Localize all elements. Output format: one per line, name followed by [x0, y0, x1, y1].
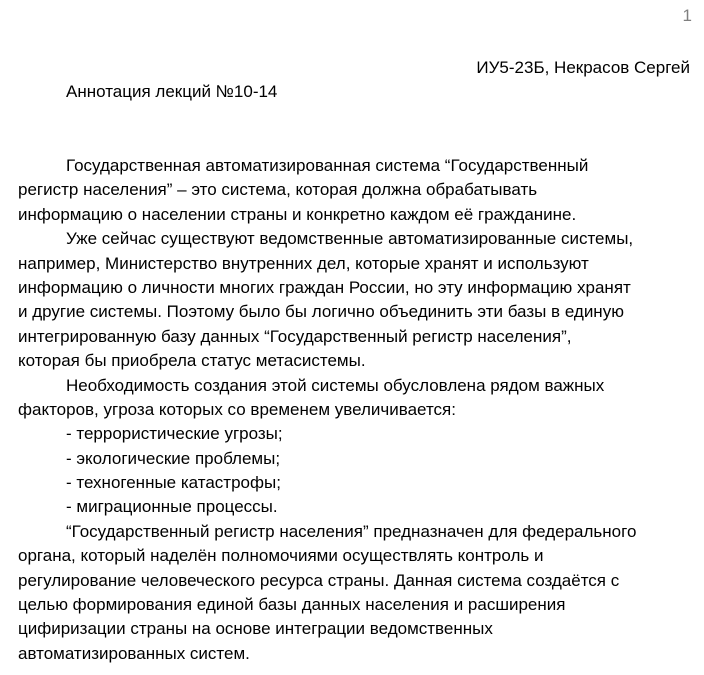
- list-item: - миграционные процессы.: [66, 497, 278, 517]
- text-line: органа, который наделён полномочиями осуществлять контроль и: [18, 546, 544, 566]
- text-line: цифиризации страны на основе интеграции ведомственных: [18, 619, 493, 639]
- page-number: 1: [682, 6, 692, 25]
- text-line: например, Министерство внутренних дел, которые хранят и используют: [18, 253, 589, 273]
- list-item: - террористические угрозы;: [66, 424, 283, 444]
- text-line: регулирование человеческого ресурса страны. Данная система создаётся с: [18, 570, 620, 590]
- text-line: Уже сейчас существуют ведомственные автоматизированные системы,: [66, 229, 634, 249]
- text-line: регистр населения” – это система, которая должна обрабатывать: [18, 180, 538, 200]
- text-line: целью формирования единой базы данных населения и расширения: [18, 595, 566, 615]
- document-title: Аннотация лекций №10-14: [66, 82, 278, 101]
- text-line: Необходимость создания этой системы обусловлена рядом важных: [66, 375, 605, 395]
- text-line: автоматизированных систем.: [18, 643, 250, 663]
- text-line: которая бы приобрела статус метасистемы.: [18, 351, 366, 371]
- text-line: интегрированную базу данных “Государственный регистр населения”,: [18, 326, 572, 346]
- text-line: информацию о личности многих граждан России, но эту информацию хранят: [18, 277, 631, 297]
- text-line: информацию о населении страны и конкретно каждом её гражданине.: [18, 204, 577, 224]
- text-line: и другие системы. Поэтому было бы логично объединить эти базы в единую: [18, 302, 624, 322]
- text-line: факторов, угроза которых со временем увеличивается:: [18, 399, 456, 419]
- document-body: [18, 154, 700, 666]
- list-item: - техногенные катастрофы;: [66, 473, 281, 493]
- text-line: “Государственный регистр населения” предназначен для федерального: [66, 521, 637, 541]
- list-item: - экологические проблемы;: [66, 448, 281, 468]
- text-line: Государственная автоматизированная система “Государственный: [66, 156, 589, 175]
- author-line: ИУ5-23Б, Некрасов Сергей: [476, 58, 690, 77]
